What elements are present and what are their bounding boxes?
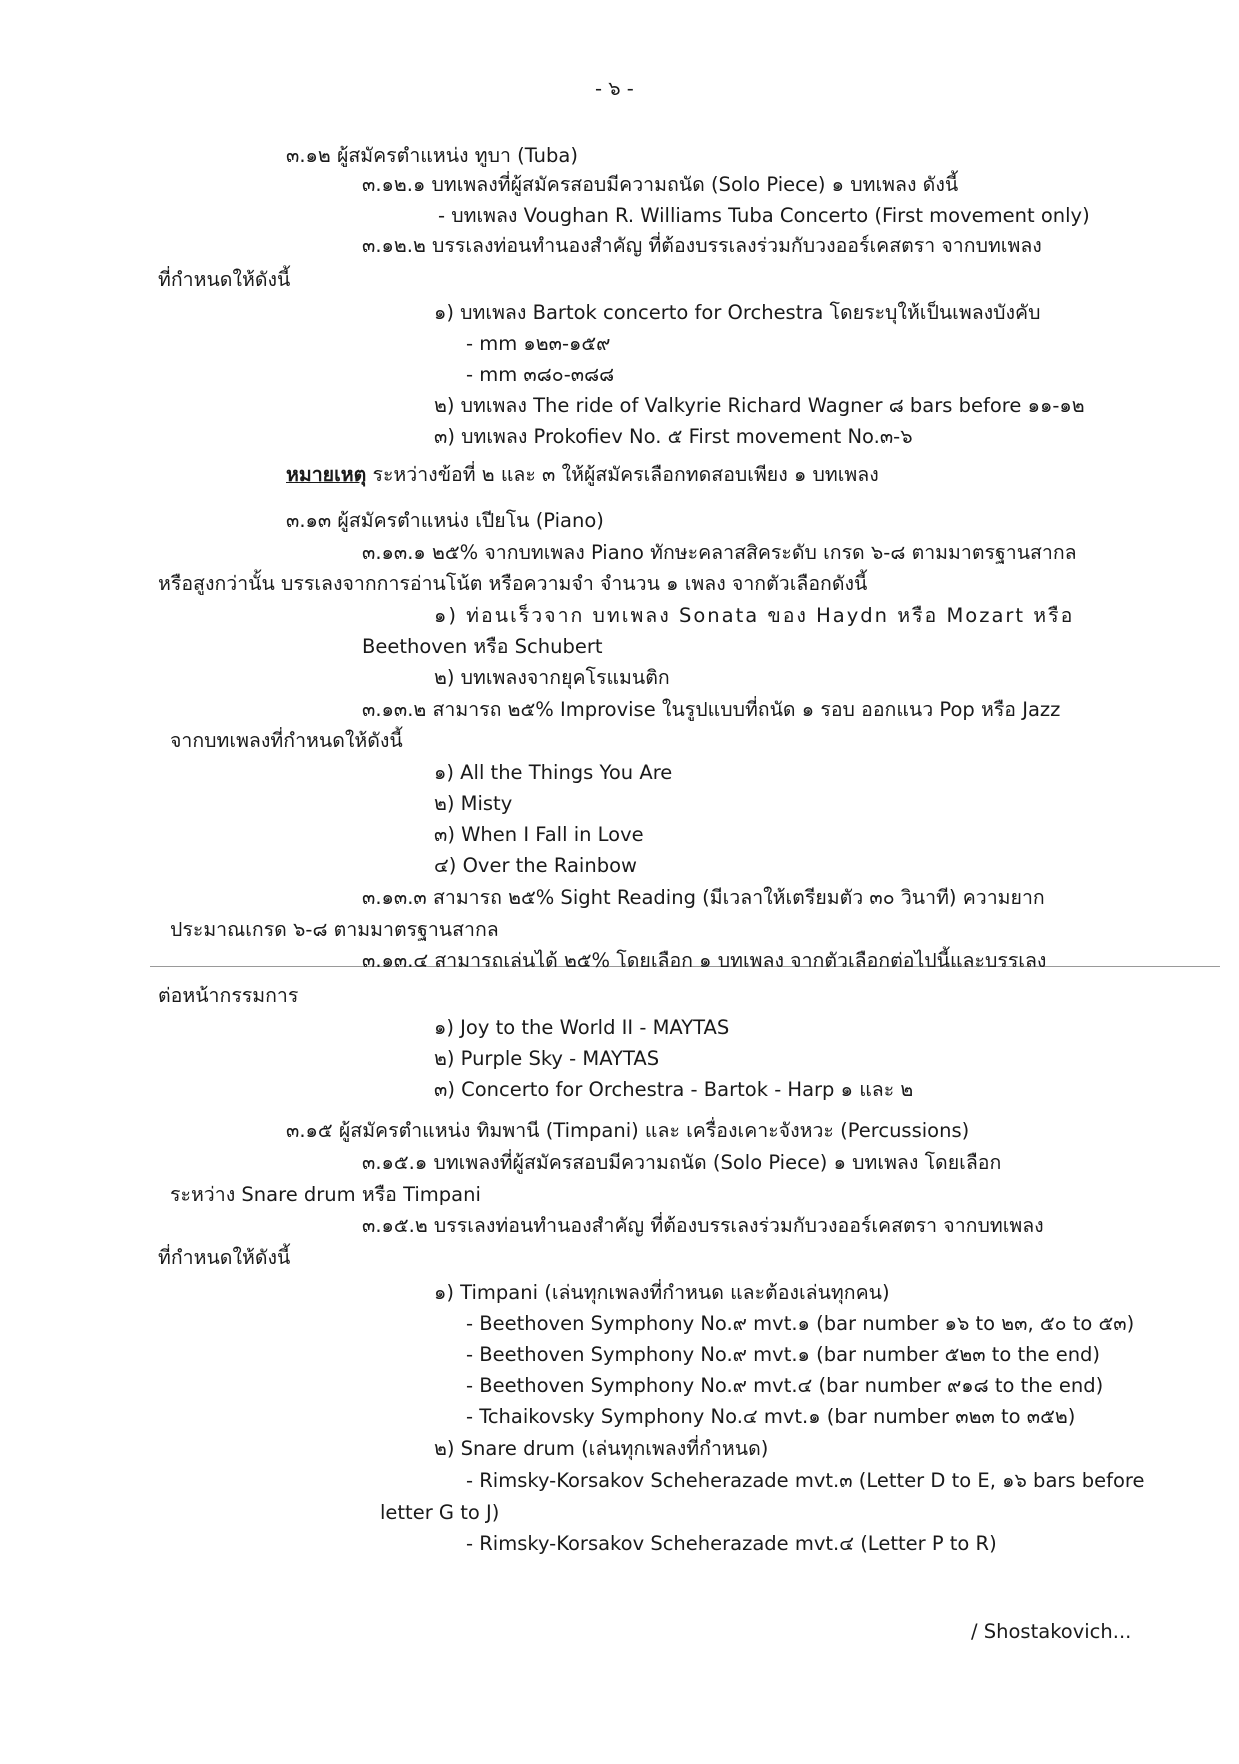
page-number: - ๖ - bbox=[595, 77, 634, 100]
continuation-note: / Shostakovich... bbox=[971, 1620, 1132, 1643]
timpani-heading: ๑) Timpani (เล่นทุกเพลงที่กำหนด และต้องเล่นทุกคน) bbox=[434, 1281, 890, 1304]
snare-item: - Rimsky-Korsakov Scheherazade mvt.๓ (Letter D to E, ๑๖ bars before bbox=[466, 1469, 1145, 1492]
piece-item: ๒) Purple Sky - MAYTAS bbox=[434, 1047, 660, 1070]
piece-item: ๓) Concerto for Orchestra - Bartok - Harp ๑ และ ๒ bbox=[434, 1078, 914, 1101]
item-3-13-2: ๓.๑๓.๒ สามารถ ๒๕% Improvise ในรูปแบบที่ถนัด ๑ รอบ ออกแนว Pop หรือ Jazz bbox=[362, 698, 1061, 721]
song-item: ๑) All the Things You Are bbox=[434, 761, 673, 784]
piece-item: ๑) Joy to the World II - MAYTAS bbox=[434, 1016, 730, 1039]
item-3-15-1-cont: ระหว่าง Snare drum หรือ Timpani bbox=[170, 1183, 481, 1206]
snare-item: - Rimsky-Korsakov Scheherazade mvt.๔ (Letter P to R) bbox=[466, 1532, 997, 1555]
song-item: ๔) Over the Rainbow bbox=[434, 854, 637, 877]
item-3-13-1: ๓.๑๓.๑ ๒๕% จากบทเพลง Piano ทักษะคลาสสิคระดับ เกรด ๖-๘ ตามมาตรฐานสากล bbox=[362, 541, 1077, 564]
tuba-piece-2: ๒) บทเพลง The ride of Valkyrie Richard Wagner ๘ bars before ๑๑-๑๒ bbox=[434, 394, 1085, 417]
item-3-13-1-cont: หรือสูงกว่านั้น บรรเลงจากการอ่านโน้ต หรือความจำ จำนวน ๑ เพลง จากตัวเลือกดังนี้ bbox=[158, 572, 868, 595]
item-3-12-1: ๓.๑๒.๑ บทเพลงที่ผู้สมัครสอบมีความถนัด (Solo Piece) ๑ บทเพลง ดังนี้ bbox=[362, 173, 959, 196]
tuba-piece-1: ๑) บทเพลง Bartok concerto for Orchestra โดยระบุให้เป็นเพลงบังคับ bbox=[434, 301, 1041, 324]
piano-choice-1: ๑) ท่อนเร็วจาก บทเพลง Sonata ของ Haydn หรือ Mozart หรือ bbox=[434, 604, 1075, 627]
piano-choice-1-cont: Beethoven หรือ Schubert bbox=[362, 635, 603, 658]
item-3-12-1-piece: - บทเพลง Voughan R. Williams Tuba Concerto (First movement only) bbox=[438, 204, 1090, 227]
snare-item-cont: letter G to J) bbox=[380, 1501, 500, 1524]
item-3-12-2: ๓.๑๒.๒ บรรเลงท่อนทำนองสำคัญ ที่ต้องบรรเลงร่วมกับวงออร์เคสตรา จากบทเพลง bbox=[362, 234, 1042, 257]
note-text: ระหว่างข้อที่ ๒ และ ๓ ให้ผู้สมัครเลือกทดสอบเพียง ๑ บทเพลง bbox=[372, 463, 879, 486]
note-label: หมายเหตุ bbox=[286, 463, 367, 486]
timpani-item: - Tchaikovsky Symphony No.๔ mvt.๑ (bar number ๓๒๓ to ๓๕๒) bbox=[466, 1405, 1076, 1428]
item-3-13-4-cont: ต่อหน้ากรรมการ bbox=[158, 984, 299, 1007]
tuba-piece-1-mm-b: - mm ๓๘๐-๓๘๘ bbox=[466, 363, 615, 386]
piano-choice-2: ๒) บทเพลงจากยุคโรแมนติก bbox=[434, 666, 670, 689]
section-heading-timpani: ๓.๑๕ ผู้สมัครตำแหน่ง ทิมพานี (Timpani) และ เครื่องเคาะจังหวะ (Percussions) bbox=[286, 1119, 970, 1142]
item-3-13-3: ๓.๑๓.๓ สามารถ ๒๕% Sight Reading (มีเวลาให้เตรียมตัว ๓๐ วินาที) ความยาก bbox=[362, 886, 1045, 909]
item-3-15-1: ๓.๑๕.๑ บทเพลงที่ผู้สมัครสอบมีความถนัด (Solo Piece) ๑ บทเพลง โดยเลือก bbox=[362, 1151, 1002, 1174]
item-3-15-2: ๓.๑๕.๒ บรรเลงท่อนทำนองสำคัญ ที่ต้องบรรเลงร่วมกับวงออร์เคสตรา จากบทเพลง bbox=[362, 1214, 1044, 1237]
section-heading-tuba: ๓.๑๒ ผู้สมัครตำแหน่ง ทูบา (Tuba) bbox=[286, 144, 578, 167]
tuba-note bbox=[286, 462, 879, 488]
item-3-13-3-cont: ประมาณเกรด ๖-๘ ตามมาตรฐานสากล bbox=[170, 918, 499, 941]
item-3-12-2-cont: ที่กำหนดให้ดังนี้ bbox=[158, 268, 291, 291]
tuba-piece-3: ๓) บทเพลง Prokofiev No. ๕ First movement No.๓-๖ bbox=[434, 425, 913, 448]
item-3-15-2-cont: ที่กำหนดให้ดังนี้ bbox=[158, 1246, 291, 1269]
tuba-piece-1-mm-a: - mm ๑๒๓-๑๕๙ bbox=[466, 332, 611, 355]
timpani-item: - Beethoven Symphony No.๙ mvt.๔ (bar number ๙๑๘ to the end) bbox=[466, 1374, 1104, 1397]
section-heading-piano: ๓.๑๓ ผู้สมัครตำแหน่ง เปียโน (Piano) bbox=[286, 509, 604, 532]
song-item: ๒) Misty bbox=[434, 792, 513, 815]
timpani-item: - Beethoven Symphony No.๙ mvt.๑ (bar number ๕๒๓ to the end) bbox=[466, 1343, 1101, 1366]
snare-heading: ๒) Snare drum (เล่นทุกเพลงที่กำหนด) bbox=[434, 1437, 769, 1460]
item-3-13-4: ๓.๑๓.๔ สามารถเล่นได้ ๒๕% โดยเลือก ๑ บทเพลง จากตัวเลือกต่อไปนี้และบรรเลง bbox=[362, 949, 1047, 972]
item-3-13-2-cont: จากบทเพลงที่กำหนดให้ดังนี้ bbox=[170, 729, 403, 752]
song-item: ๓) When I Fall in Love bbox=[434, 823, 644, 846]
timpani-item: - Beethoven Symphony No.๙ mvt.๑ (bar number ๑๖ to ๒๓, ๕๐ to ๕๓) bbox=[466, 1312, 1135, 1335]
